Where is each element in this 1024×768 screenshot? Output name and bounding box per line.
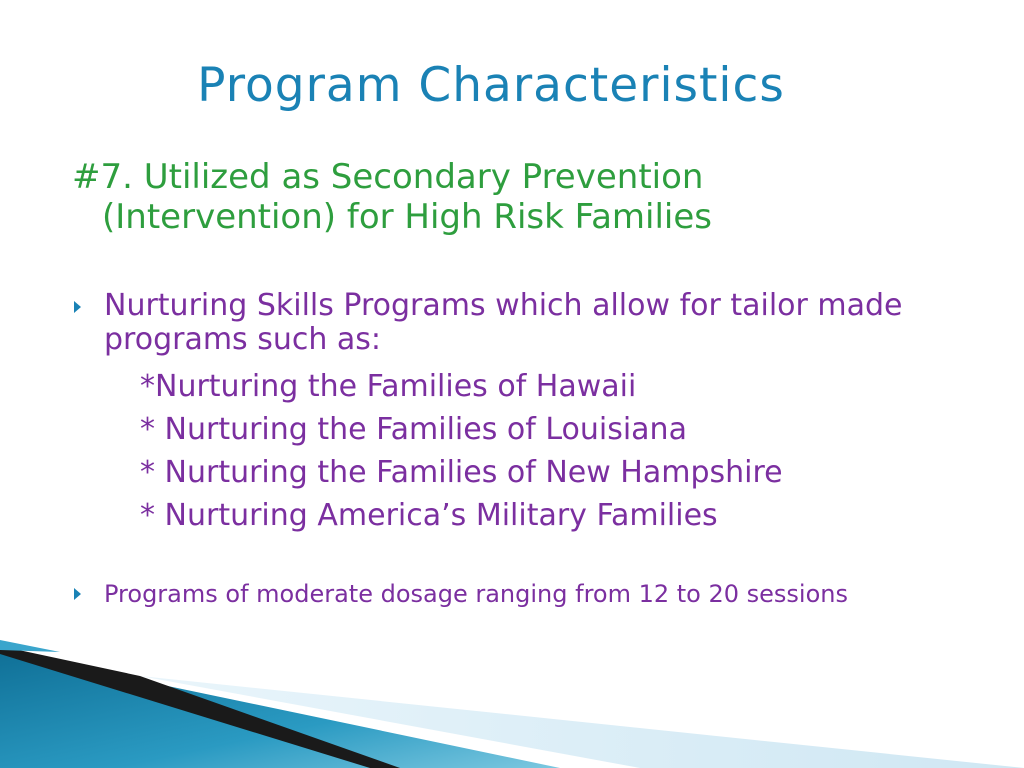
slide-title: Program Characteristics bbox=[197, 58, 785, 113]
bullet-text: Programs of moderate dosage ranging from 12 to 20 sessions bbox=[104, 580, 848, 608]
list-item: *Nurturing the Families of Hawaii bbox=[140, 369, 637, 404]
subheading bbox=[72, 157, 972, 237]
bullet-item bbox=[72, 289, 972, 537]
subheading-line-2: (Intervention) for High Risk Families bbox=[102, 197, 713, 237]
triangle-bullet-icon bbox=[74, 301, 81, 313]
subheading-line-1: #7. Utilized as Secondary Prevention bbox=[72, 157, 704, 197]
program-list bbox=[140, 365, 972, 537]
list-item: * Nurturing the Families of Louisiana bbox=[140, 412, 687, 447]
bullet-text: Nurturing Skills Programs which allow for tailor made programs such as: bbox=[104, 288, 903, 357]
triangle-bullet-icon bbox=[74, 588, 81, 600]
list-item: * Nurturing America’s Military Families bbox=[140, 498, 718, 533]
list-item: * Nurturing the Families of New Hampshire bbox=[140, 455, 783, 490]
bullet-item bbox=[72, 579, 972, 609]
slide-content bbox=[72, 157, 972, 609]
